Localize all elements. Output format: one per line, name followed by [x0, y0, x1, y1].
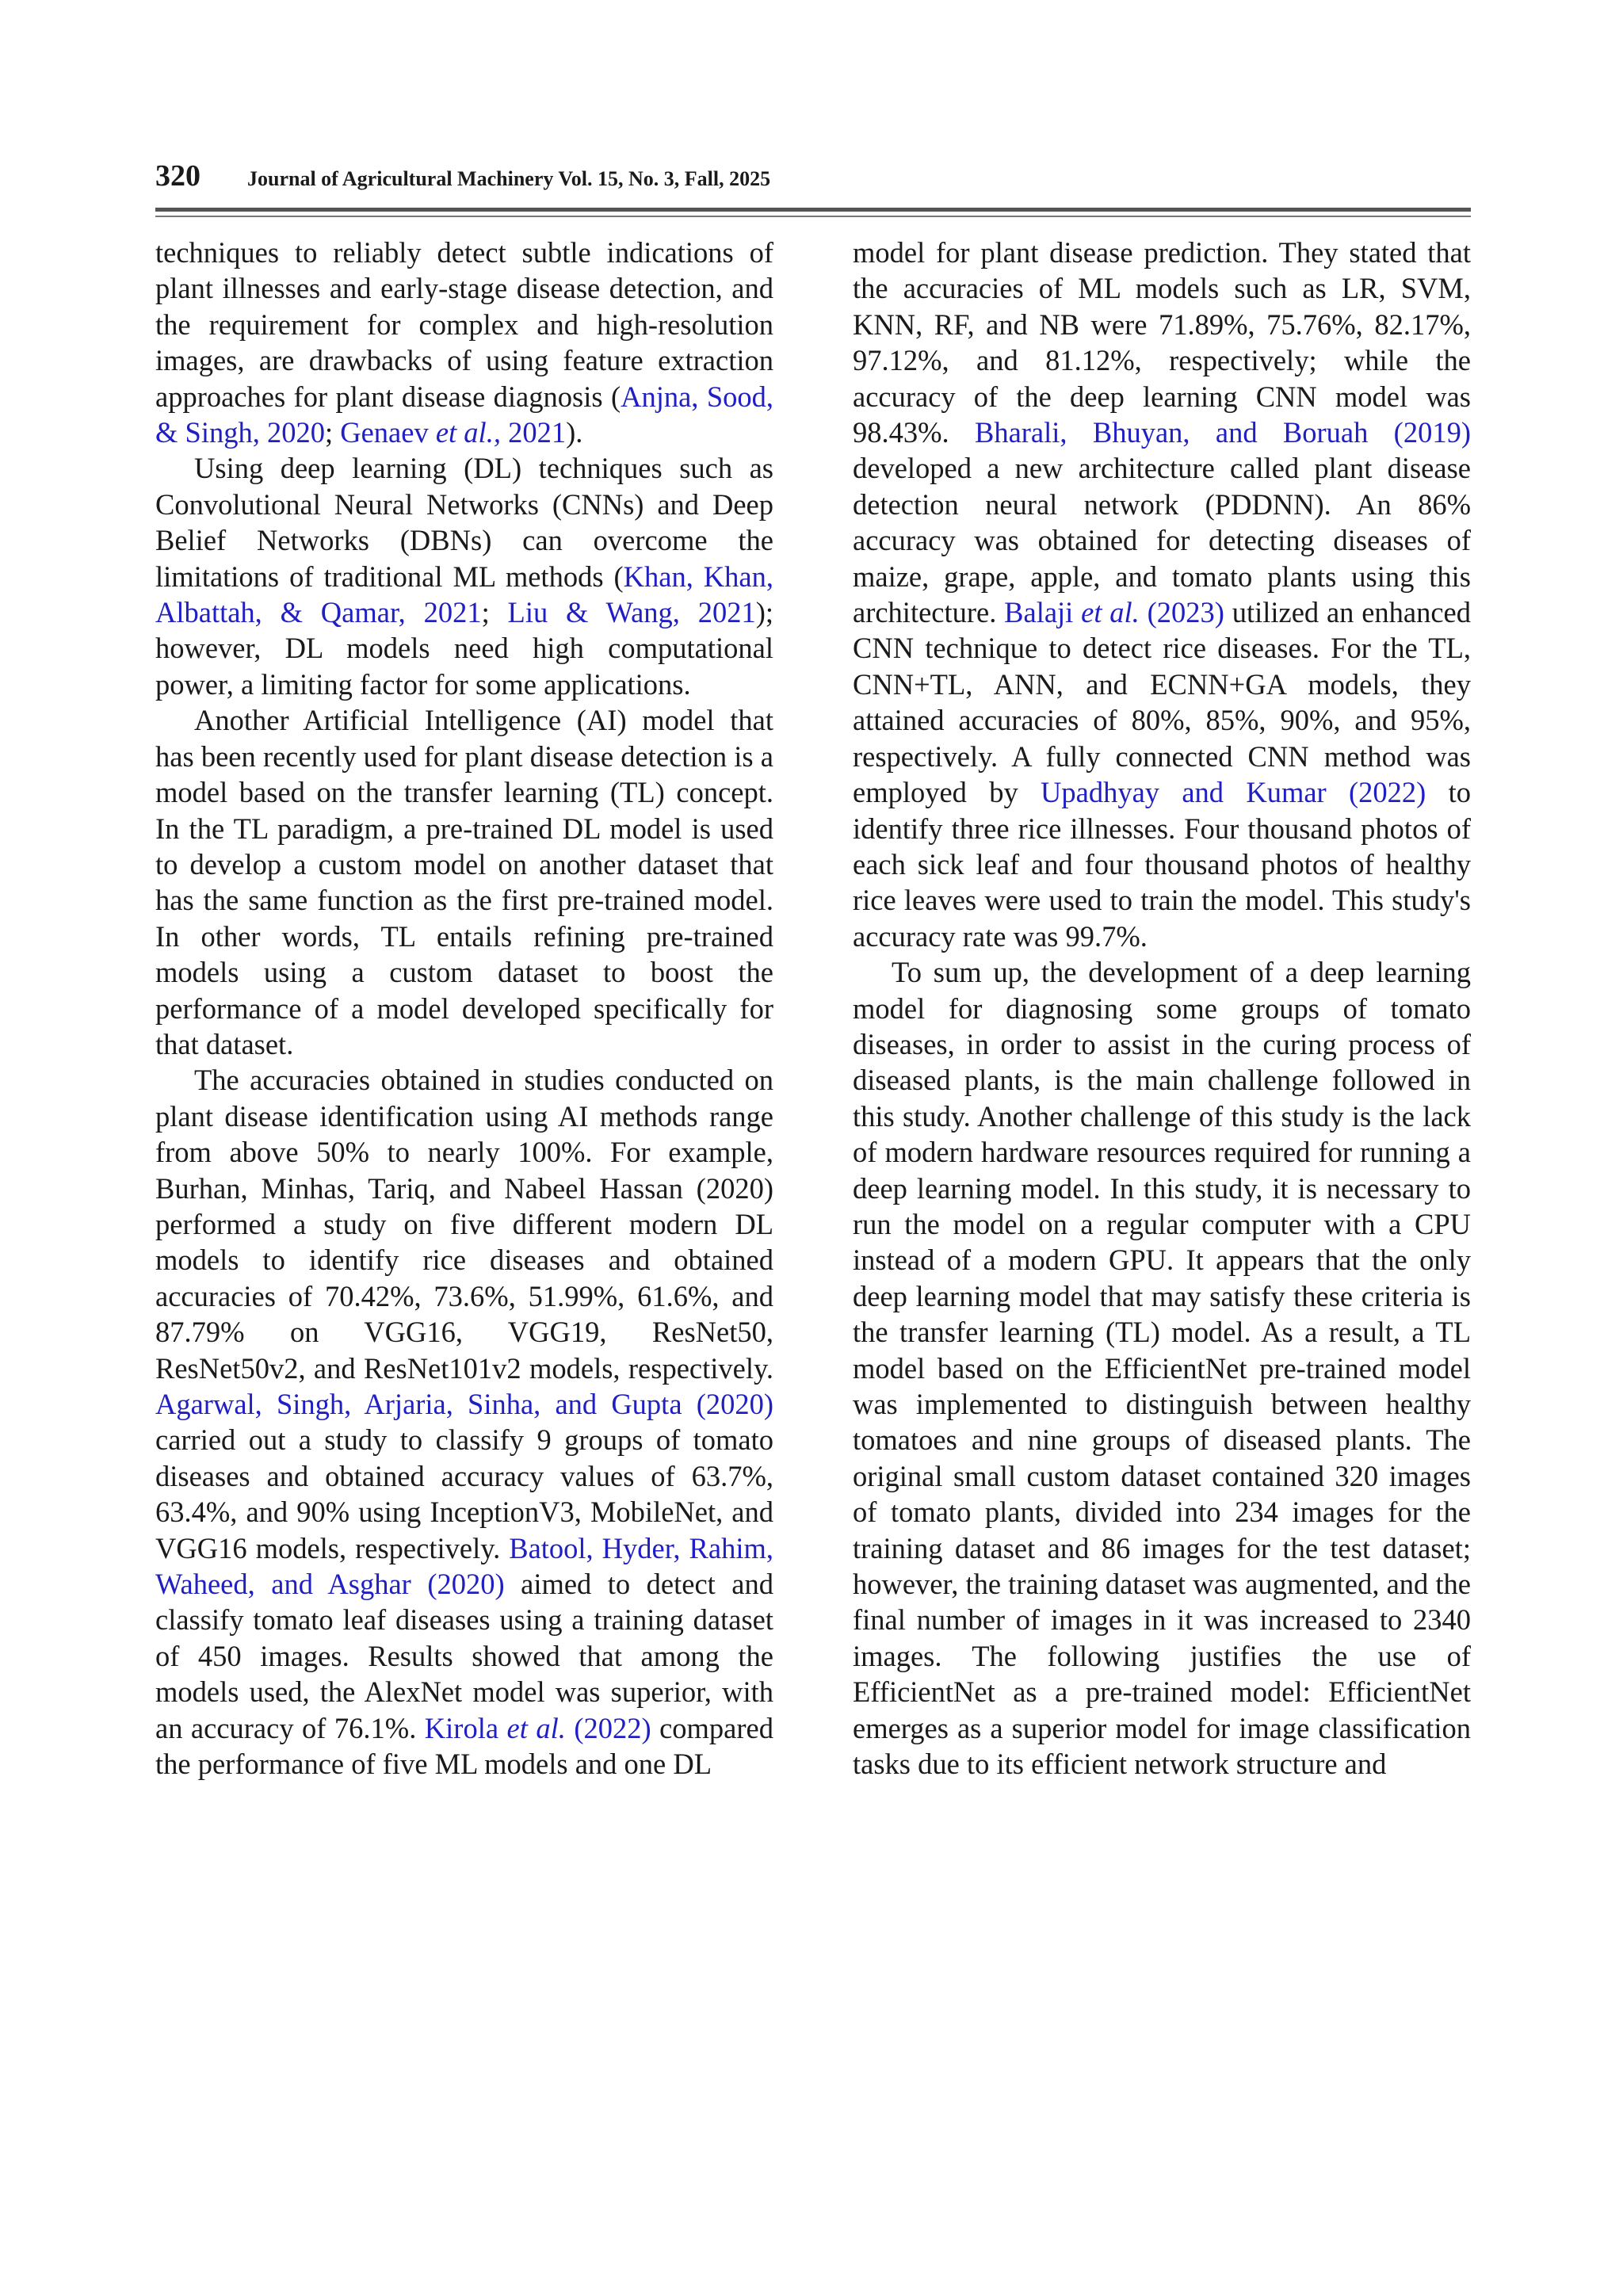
text-run: ; — [481, 596, 508, 629]
citation-link[interactable]: Batool, Hyder, Rahim, Waheed, and Asghar (2020) — [155, 1531, 773, 1601]
right-column — [853, 235, 1471, 1782]
text-run: ; — [324, 416, 341, 449]
paragraph — [155, 450, 773, 702]
paragraph: To sum up, the development of a deep learning model for diagnosing some groups of tomato diseases, in order to assist in the curing process of diseased plants, is the main challenge followed in this study. Another challenge of this study is the lack of modern hardware resources required for running a deep learning model. In this study, it is necessary to run the model on a regular computer with a CPU instead of a modern GPU. It appears that the only deep learning model that may satisfy these criteria is the transfer learning (TL) model. As a result, a TL model based on the EfficientNet pre-trained model was implemented to distinguish between healthy tomatoes and nine groups of diseased plants. The original small custom dataset contained 320 images of tomato plants, divided into 234 images for the training dataset and 86 images for the test dataset; however, the training dataset was augmented, and the final number of images in it was increased to 2340 images. The following justifies the use of EfficientNet as a pre-trained model: EfficientNet emerges as a superior model for image classification tasks due to its efficient network structure and — [853, 956, 1471, 1781]
journal-title: Journal of Agricultural Machinery Vol. 15, No. 3, Fall, 2025 — [247, 167, 771, 190]
paragraph — [853, 235, 1471, 954]
text-run: aimed to detect and classify tomato leaf diseases using a training dataset of 450 images. Results showed that among the models used, the AlexNet model was superior, with an accuracy of 76.1%. — [155, 1568, 773, 1744]
citation-link[interactable] — [1004, 596, 1224, 628]
citation-etal: et al. — [506, 1711, 566, 1744]
text-run: Using deep learning (DL) techniques such as Convolutional Neural Networks (CNNs) and Deep Belief Networks (DBNs) can overcome the limitations of traditional ML methods ( — [155, 452, 773, 593]
text-run: The accuracies obtained in studies conducted on plant disease identification using AI methods range from above 50% to nearly 100%. For example, Burhan, Minhas, Tariq, and Nabeel Hassan (2020) performed a study on five different modern DL models to identify rice diseases and obtained accuracies of 70.42%, 73.6%, 51.99%, 61.6%, and 87.79% on VGG16, VGG19, ResNet50, ResNet50v2, and ResNet101v2 models, respectively. — [155, 1064, 773, 1385]
page-header — [155, 157, 1471, 204]
citation-link[interactable] — [425, 1712, 651, 1744]
citation-year: (2023) — [1139, 596, 1224, 629]
text-run: developed a new architecture called plant disease detection neural network (PDDNN). An 86% accuracy was obtained for detecting diseases of maize, grape, apple, and tomato plants using this architecture. — [853, 452, 1471, 629]
paragraph — [155, 235, 773, 450]
paragraph: Another Artificial Intelligence (AI) model that has been recently used for plant disease detection is a model based on the transfer learning (TL) concept. In the TL paradigm, a pre-trained DL model is used to develop a custom model on another dataset that has the same function as the first pre-trained model. In other words, TL entails refining pre-trained models using a custom dataset to boost the performance of a model developed specifically for that dataset. — [155, 704, 773, 1060]
paragraph — [155, 1062, 773, 1782]
citation-author: Balaji — [1004, 596, 1082, 629]
text-run: model for plant disease prediction. They stated that the accuracies of ML models such as LR, SVM, KNN, RF, and NB were 71.89%, 75.76%, 82.17%, 97.12%, and 81.12%, respectively; while the accuracy of the deep learning CNN model was 98.43%. — [853, 236, 1471, 449]
text-run: carried out a study to classify 9 groups of tomato diseases and obtained accuracy values of 63.7%, 63.4%, and 90% using InceptionV3, MobileNet, and VGG16 models, respectively. — [155, 1423, 773, 1564]
text-run: utilized an enhanced CNN technique to detect rice diseases. For the TL, CNN+TL, ANN, and ECNN+GA models, they attained accuracies of 80%, 85%, 90%, and 95%, respectively. A fully connected CNN method was employed by — [853, 596, 1471, 809]
text-run: to identify three rice illnesses. Four thousand photos of each sick leaf and four thousand photos of healthy rice leaves were used to train the model. This study's accuracy rate was 99.7%. — [853, 776, 1471, 953]
page-number: 320 — [155, 159, 200, 193]
citation-link[interactable]: Agarwal, Singh, Arjaria, Sinha, and Gupta (2020) — [155, 1388, 773, 1420]
text-run: ); however, DL models need high computational power, a limiting factor for some applications. — [155, 596, 773, 701]
citation-year: (2022) — [565, 1711, 651, 1744]
text-run: techniques to reliably detect subtle indications of plant illnesses and early-stage disease detection, and the requirement for complex and high-resolution images, are drawbacks of using feature extraction approaches for plant disease diagnosis ( — [155, 236, 773, 413]
citation-etal: et al., — [435, 416, 501, 449]
citation-link[interactable]: Bharali, Bhuyan, and Boruah (2019) — [974, 416, 1471, 449]
citation-year: 2021 — [500, 416, 567, 449]
citation-author: Genaev — [340, 416, 436, 449]
citation-author: Kirola — [424, 1711, 507, 1744]
text-run: compared the performance of five ML models and one DL — [155, 1711, 773, 1781]
text-run: ). — [566, 416, 583, 449]
citation-link[interactable]: Upadhyay and Kumar (2022) — [1041, 776, 1426, 809]
citation-link[interactable]: Liu & Wang, 2021 — [507, 596, 756, 629]
left-column — [155, 235, 773, 1782]
citation-link[interactable]: Khan, Khan, Albattah, & Qamar, 2021 — [155, 560, 773, 629]
header-rule-thin — [155, 216, 1471, 217]
citation-etal: et al. — [1081, 596, 1140, 629]
header-rule-thick — [155, 208, 1471, 212]
citation-link[interactable]: Anjna, Sood, & Singh, 2020 — [155, 380, 773, 449]
citation-link[interactable] — [340, 416, 566, 449]
